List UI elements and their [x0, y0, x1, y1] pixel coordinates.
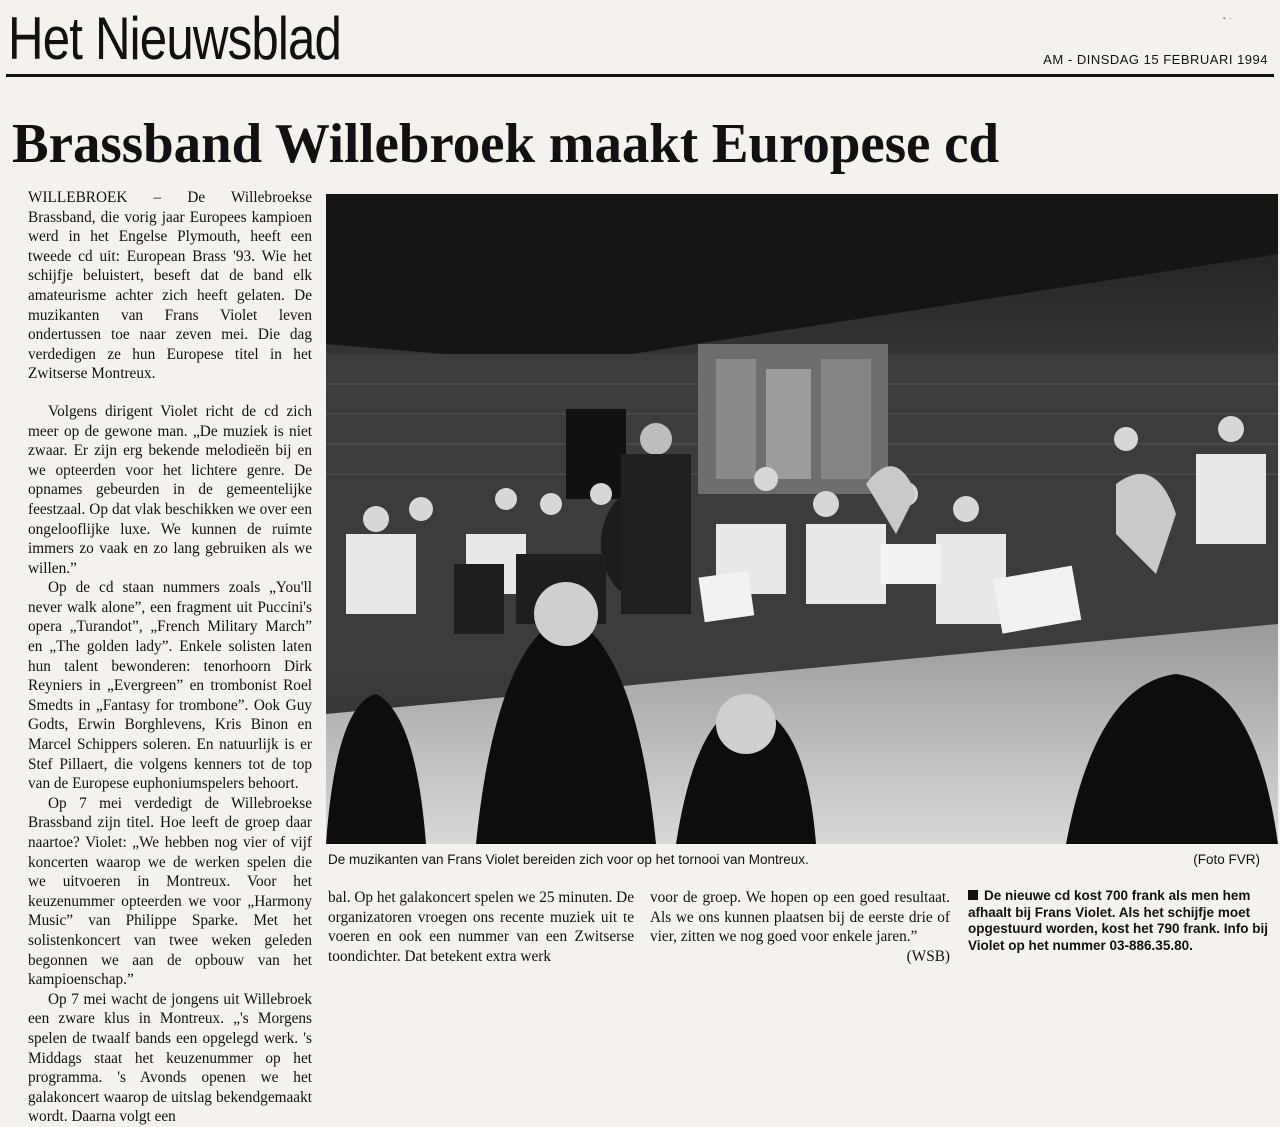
photo-credit: (Foto FVR) — [1193, 852, 1260, 867]
brassband-photo — [326, 194, 1278, 844]
column-3-text: voor de groep. We hopen op een goed resultaat. Als we ons kunnen plaatsen bij de eerste drie of vier, zitten we nog goed voor enkele jaren.” — [650, 889, 950, 946]
info-box — [968, 888, 1272, 954]
photo-caption — [328, 852, 1268, 867]
paragraph-2: Op de cd staan nummers zoals „You'll never walk alone”, een fragment uit Puccini's opera „Turandot”, „French Military March” en „The golden lady”. Enkele solisten laten hun talent bewonderen: tenorhoorn Dirk Reyniers in „Evergreen” en trombonist Roel Smedts in „Fantasy for trombone”. Ook Guy Godts, Erwin Borghlevens, Kris Binon en Marcel Schippers soleren. En natuurlijk is er Stef Pillaert, die volgens kenners tot de top van de Europese euphoniumspelers behoort. — [28, 579, 312, 793]
paragraph-4: Op 7 mei wacht de jongens uit Willebroek een zware klus in Montreux. „'s Morgens spelen de twaalf bands een opgelegd werk. 's Middags staat het keuzenummer op het programma. 's Avonds openen we het galakoncert waarop de uitslag bekendgemaakt wordt. Daarna volgt een — [28, 990, 312, 1126]
headline: Brassband Willebroek maakt Europese cd — [12, 113, 1000, 175]
info-text: De nieuwe cd kost 700 frank als men hem afhaalt bij Frans Violet. Als het schijfje moet opgestuurd worden, kost het 790 frank. Info bij Violet op het nummer 03-886.35.80. — [968, 888, 1269, 953]
caption-text: De muzikanten van Frans Violet bereiden zich voor op het tornooi van Montreux. — [328, 852, 809, 867]
bullet-square-icon — [968, 890, 978, 900]
intro-paragraph: WILLEBROEK – De Willebroekse Brassband, die vorig jaar Europees kampioen werd in het Engelse Plymouth, heeft een tweede cd uit: European Brass '93. Wie het schijfje beluistert, beseft dat de band elk amateurisme achter zich heeft gelaten. De muzikanten van Frans Violet leven ondertussen toe naar zeven mei. Die dag verdedigen ze hun Europese titel in het Zwitserse Montreux. — [28, 189, 312, 383]
article-column-2 — [328, 888, 634, 966]
article-column-3 — [650, 888, 950, 966]
byline: (WSB) — [906, 947, 950, 965]
dateline: AM - DINSDAG 15 FEBRUARI 1994 — [1043, 52, 1268, 67]
paragraph-3: Op 7 mei verdedigt de Willebroekse Brassband zijn titel. Hoe leeft de groep daar naartoe? Violet: „We hebben nog vier of vijf koncerten waarop we de werken spelen die we uitvoeren in Montreux. Voor het keuzenummer opteerden we voor „Harmony Music” van Philippe Sparke. Met het solistenkoncert van twee weken geleden begonnen we aan de opbouw van het kampioenschap.” — [28, 794, 312, 989]
masthead: Het Nieuwsblad — [8, 5, 342, 72]
photo-illustration — [326, 194, 1278, 844]
masthead-rule — [6, 74, 1274, 77]
paragraph-1: Volgens dirigent Violet richt de cd zich meer op de gewone man. „De muziek is niet zwaar. Er zijn erg bekende melodieën bij en we opteerden voor het lichtere genre. De opnames gebeurden in de gemeentelijke feestzaal. Op dat vlak beschikken we over een ongelooflijke luxe. We kunnen de ruimte immers zo vaak en zo lang gebruiken als we willen.” — [28, 402, 312, 577]
article-column-1 — [28, 188, 312, 1127]
corner-marks: • · — [1222, 14, 1232, 25]
column-2-text: bal. Op het galakoncert spelen we 25 minuten. De organizatoren vroegen ons recente muziek uit te voeren en ook een nummer van een Zwitserse toondichter. Dat betekent extra werk — [328, 889, 634, 965]
